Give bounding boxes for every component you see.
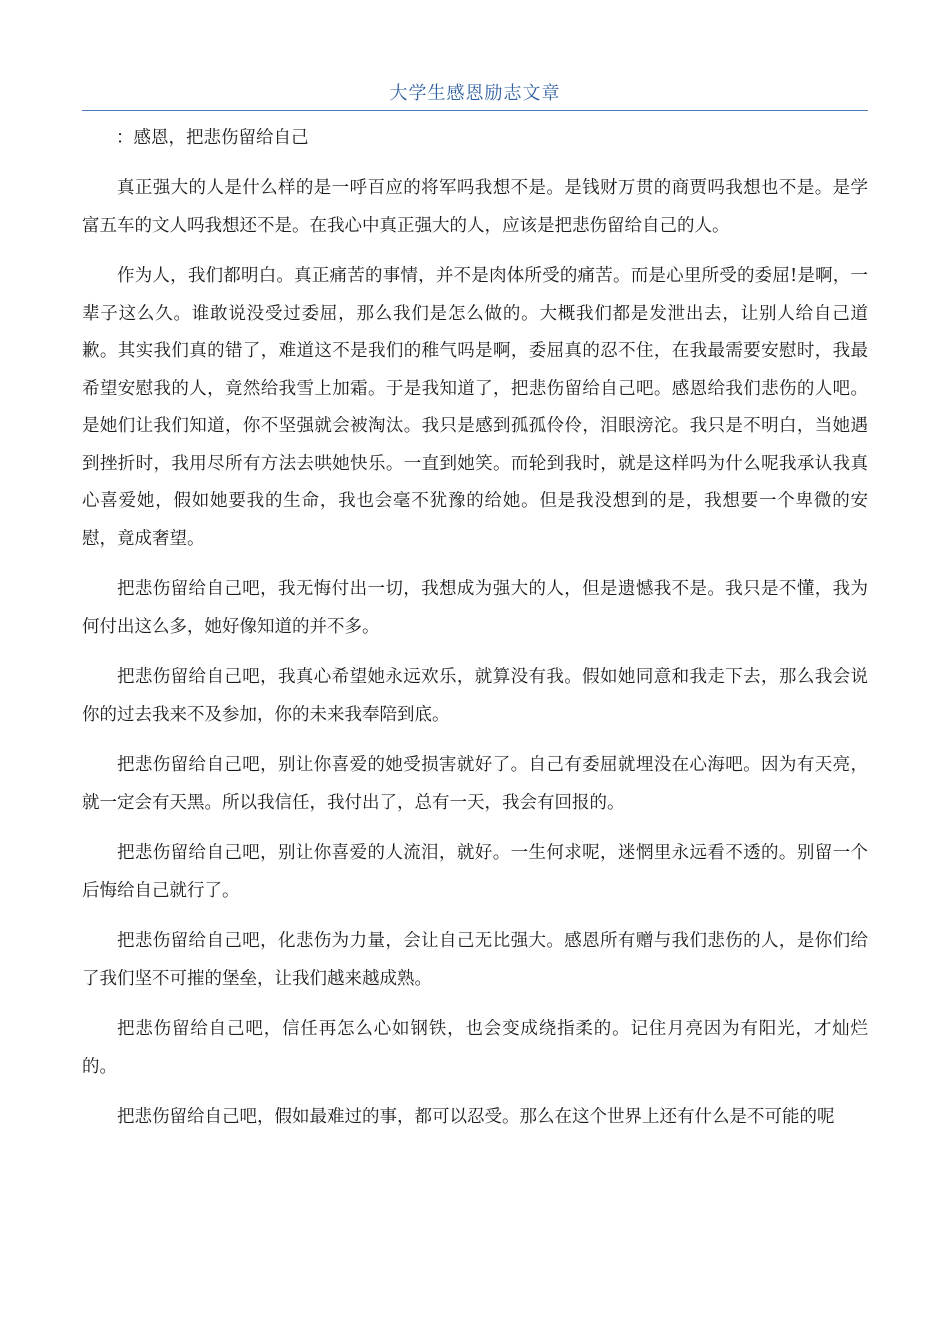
paragraph: 把悲伤留给自己吧，信任再怎么心如钢铁，也会变成绕指柔的。记住月亮因为有阳光，才灿烂的。	[82, 1019, 868, 1077]
page-title: 大学生感恩励志文章	[389, 83, 561, 104]
paragraph: 把悲伤留给自己吧，别让你喜爱的她受损害就好了。自己有委屈就埋没在心海吧。因为有天亮，就一定会有天黑。所以我信任，我付出了，总有一天，我会有回报的。	[82, 755, 868, 813]
paragraph: 把悲伤留给自己吧，我无悔付出一切，我想成为强大的人，但是遗憾我不是。我只是不懂，我为何付出这么多，她好像知道的并不多。	[82, 579, 868, 637]
article-subtitle: ：感恩，把悲伤留给自己	[116, 128, 309, 148]
paragraph: 把悲伤留给自己吧，化悲伤为力量，会让自己无比强大。感恩所有赠与我们悲伤的人，是你们给了我们坚不可摧的堡垒，让我们越来越成熟。	[82, 931, 868, 989]
paragraph: 把悲伤留给自己吧，别让你喜爱的人流泪，就好。一生何求呢，迷惘里永远看不透的。别留一个后悔给自己就行了。	[82, 843, 868, 901]
paragraph: 把悲伤留给自己吧，假如最难过的事，都可以忍受。那么在这个世界上还有什么是不可能的呢	[117, 1107, 835, 1127]
paragraph: 真正强大的人是什么样的是一呼百应的将军吗我想不是。是钱财万贯的商贾吗我想也不是。是学富五车的文人吗我想还不是。在我心中真正强大的人，应该是把悲伤留给自己的人。	[82, 178, 868, 236]
paragraph: 把悲伤留给自己吧，我真心希望她永远欢乐，就算没有我。假如她同意和我走下去，那么我会说你的过去我来不及参加，你的未来我奉陪到底。	[82, 667, 868, 725]
article-body	[82, 124, 868, 1150]
page-header	[82, 80, 868, 111]
paragraph: 作为人，我们都明白。真正痛苦的事情，并不是肉体所受的痛苦。而是心里所受的委屈!是啊，一辈子这么久。谁敢说没受过委屈，那么我们是怎么做的。大概我们都是发泄出去，让别人给自己道歉。其实我们真的错了，难道这不是我们的稚气吗是啊，委屈真的忍不住，在我最需要安慰时，我最希望安慰我的人，竟然给我雪上加霜。于是我知道了，把悲伤留给自己吧。感恩给我们悲伤的人吧。是她们让我们知道，你不坚强就会被淘汰。我只是感到孤孤伶伶，泪眼滂沱。我只是不明白，当她遇到挫折时，我用尽所有方法去哄她快乐。一直到她笑。而轮到我时，就是这样吗为什么呢我承认我真心喜爱她，假如她要我的生命，我也会毫不犹豫的给她。但是我没想到的是，我想要一个卑微的安慰，竟成奢望。	[82, 266, 868, 549]
